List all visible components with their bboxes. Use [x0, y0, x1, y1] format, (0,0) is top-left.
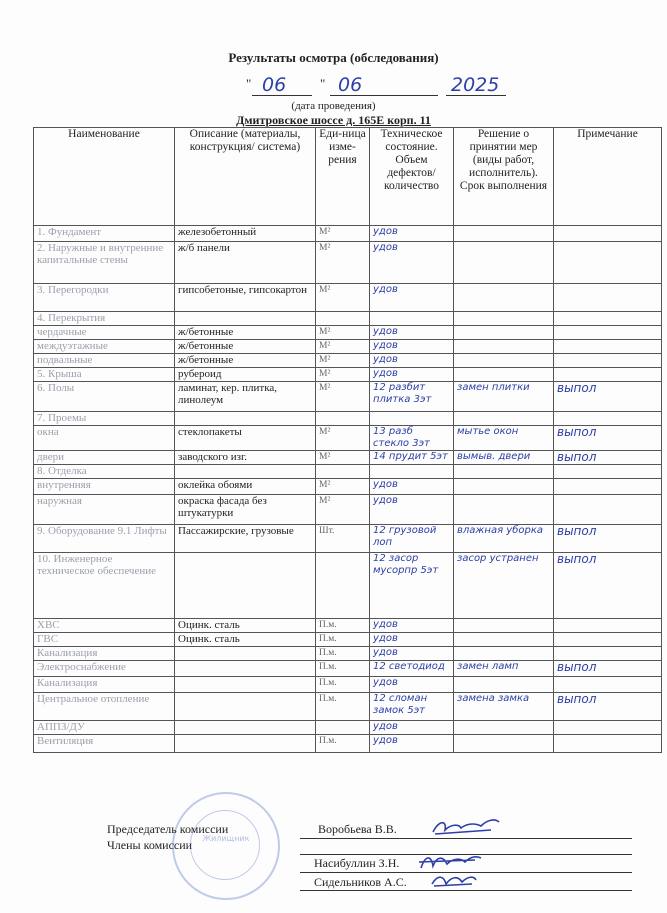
table-row — [34, 451, 662, 465]
row-decision: замен ламп — [454, 661, 554, 677]
row-note — [554, 226, 662, 242]
row-decision — [454, 368, 554, 382]
row-unit — [316, 721, 370, 735]
row-name: двери — [34, 451, 175, 465]
table-row — [34, 340, 662, 354]
row-description: ж/бетонные — [175, 326, 316, 340]
table-row — [34, 479, 662, 495]
row-description: Оцинк. сталь — [175, 633, 316, 647]
row-note — [554, 677, 662, 693]
row-description: рубероид — [175, 368, 316, 382]
table-row — [34, 647, 662, 661]
row-name: Канализация — [34, 677, 175, 693]
member2-name: Сидельников А.С. — [314, 875, 407, 889]
header-condition: Техническое состояние. Объем дефектов/ количество — [370, 128, 454, 226]
row-description: ж/бетонные — [175, 354, 316, 368]
row-condition: 12 светодиод — [370, 661, 454, 677]
row-decision: влажная уборка — [454, 525, 554, 553]
row-note — [554, 619, 662, 633]
row-name: 7. Проемы — [34, 412, 175, 426]
row-unit: П.м. — [316, 677, 370, 693]
row-note — [554, 465, 662, 479]
row-description — [175, 721, 316, 735]
row-note — [554, 647, 662, 661]
row-description: ж/б панели — [175, 242, 316, 284]
table-row — [34, 426, 662, 451]
row-note: выпол — [554, 553, 662, 619]
date-day: 06 — [262, 74, 287, 96]
row-description — [175, 647, 316, 661]
header-name: Наименование — [34, 128, 175, 226]
row-decision — [454, 465, 554, 479]
row-condition: 12 засор мусорпр 5эт — [370, 553, 454, 619]
row-description: заводского изг. — [175, 451, 316, 465]
row-description — [175, 693, 316, 721]
row-condition — [370, 412, 454, 426]
row-name: окна — [34, 426, 175, 451]
row-condition: удов — [370, 368, 454, 382]
row-name: Канализация — [34, 647, 175, 661]
row-name: подвальные — [34, 354, 175, 368]
day-underline — [252, 95, 312, 96]
row-decision — [454, 284, 554, 312]
row-unit: М² — [316, 242, 370, 284]
table-row — [34, 525, 662, 553]
table-row — [34, 553, 662, 619]
row-description: Оцинк. сталь — [175, 619, 316, 633]
row-name: ХВС — [34, 619, 175, 633]
table-row — [34, 368, 662, 382]
row-unit: М² — [316, 368, 370, 382]
row-name: 1. Фундамент — [34, 226, 175, 242]
row-condition: удов — [370, 495, 454, 525]
row-description: ламинат, кер. плитка, линолеум — [175, 382, 316, 412]
row-unit — [316, 553, 370, 619]
row-unit — [316, 312, 370, 326]
row-condition: удов — [370, 479, 454, 495]
row-decision — [454, 495, 554, 525]
row-note — [554, 312, 662, 326]
row-name: 2. Наружные и внутренние капитальные стены — [34, 242, 175, 284]
row-decision: замена замка — [454, 693, 554, 721]
table-row — [34, 661, 662, 677]
row-name: Центральное отопление — [34, 693, 175, 721]
row-condition: 13 разб стекло 3эт — [370, 426, 454, 451]
row-unit: П.м. — [316, 619, 370, 633]
row-note: выпол — [554, 693, 662, 721]
row-unit: Шт. — [316, 525, 370, 553]
row-condition: удов — [370, 242, 454, 284]
row-condition: 14 прудит 5эт — [370, 451, 454, 465]
row-condition — [370, 465, 454, 479]
row-unit: П.м. — [316, 693, 370, 721]
member1-name: Насибуллин З.Н. — [314, 856, 400, 870]
row-note — [554, 340, 662, 354]
row-condition: удов — [370, 735, 454, 753]
row-description: Пассажирские, грузовые — [175, 525, 316, 553]
row-condition: удов — [370, 226, 454, 242]
row-description — [175, 312, 316, 326]
row-decision — [454, 412, 554, 426]
row-note — [554, 633, 662, 647]
date-open-quote: " — [246, 76, 252, 91]
table-row — [34, 633, 662, 647]
header-description: Описание (материалы, конструкция/ система) — [175, 128, 316, 226]
row-decision — [454, 735, 554, 753]
row-description — [175, 412, 316, 426]
row-note — [554, 479, 662, 495]
row-name: 4. Перекрытия — [34, 312, 175, 326]
row-condition: удов — [370, 721, 454, 735]
row-decision — [454, 479, 554, 495]
row-name: чердачные — [34, 326, 175, 340]
row-unit: М² — [316, 284, 370, 312]
row-decision — [454, 354, 554, 368]
row-description — [175, 735, 316, 753]
row-condition: удов — [370, 340, 454, 354]
table-header-row — [34, 128, 662, 226]
row-name: Электроснабжение — [34, 661, 175, 677]
row-note — [554, 354, 662, 368]
header-decision: Решение о принятии мер (виды работ, исполнитель). Срок выполнения — [454, 128, 554, 226]
row-decision — [454, 677, 554, 693]
chair-label: Председатель комиссии — [107, 822, 229, 836]
row-decision — [454, 340, 554, 354]
inspection-table — [33, 127, 662, 753]
row-unit: П.м. — [316, 661, 370, 677]
row-note — [554, 412, 662, 426]
row-decision — [454, 226, 554, 242]
row-unit: М² — [316, 495, 370, 525]
table-row — [34, 326, 662, 340]
row-decision: мытье окон — [454, 426, 554, 451]
table-row — [34, 735, 662, 753]
row-condition: 12 сломан замок 5эт — [370, 693, 454, 721]
row-condition: удов — [370, 647, 454, 661]
row-name: внутренняя — [34, 479, 175, 495]
row-description — [175, 661, 316, 677]
row-decision: замен плитки — [454, 382, 554, 412]
table-row — [34, 677, 662, 693]
row-unit: П.м. — [316, 735, 370, 753]
document-title: Результаты осмотра (обследования) — [228, 50, 439, 65]
row-decision — [454, 326, 554, 340]
row-name: 6. Полы — [34, 382, 175, 412]
year-underline — [446, 95, 506, 96]
row-note — [554, 495, 662, 525]
table-row — [34, 495, 662, 525]
row-note — [554, 242, 662, 284]
row-unit: М² — [316, 479, 370, 495]
table-row — [34, 312, 662, 326]
table-row — [34, 284, 662, 312]
row-condition — [370, 312, 454, 326]
row-condition: удов — [370, 326, 454, 340]
table-row — [34, 465, 662, 479]
row-note: выпол — [554, 525, 662, 553]
row-condition: удов — [370, 354, 454, 368]
row-description: ж/бетонные — [175, 340, 316, 354]
row-name: междуэтажные — [34, 340, 175, 354]
row-note — [554, 284, 662, 312]
row-unit: М² — [316, 382, 370, 412]
row-description: оклейка обоями — [175, 479, 316, 495]
row-name: 8. Отделка — [34, 465, 175, 479]
row-unit: П.м. — [316, 647, 370, 661]
row-unit: М² — [316, 226, 370, 242]
date-month: 06 — [338, 74, 363, 96]
row-description — [175, 465, 316, 479]
row-note — [554, 735, 662, 753]
row-unit — [316, 465, 370, 479]
row-note: выпол — [554, 382, 662, 412]
row-condition: удов — [370, 284, 454, 312]
row-description: железобетонный — [175, 226, 316, 242]
row-decision — [454, 312, 554, 326]
date-close-quote: " — [320, 76, 326, 91]
date-year: 2025 — [451, 74, 500, 96]
row-condition: удов — [370, 677, 454, 693]
row-unit: П.м. — [316, 633, 370, 647]
chair-name: Воробьева В.В. — [318, 822, 397, 836]
row-name: Вентиляция — [34, 735, 175, 753]
table-row — [34, 242, 662, 284]
row-condition: 12 разбит плитка 3эт — [370, 382, 454, 412]
row-description: гипсобетоные, гипсокартон — [175, 284, 316, 312]
row-condition: удов — [370, 619, 454, 633]
row-note — [554, 368, 662, 382]
row-unit: М² — [316, 326, 370, 340]
address: Дмитровское шоссе д. 165Е корп. 11 — [236, 113, 431, 127]
stamp-text: Жилищник — [202, 834, 250, 843]
row-note: выпол — [554, 451, 662, 465]
row-decision: засор устранен — [454, 553, 554, 619]
row-unit: М² — [316, 426, 370, 451]
row-decision — [454, 647, 554, 661]
row-unit: М² — [316, 340, 370, 354]
header-unit: Еди-ница изме-рения — [316, 128, 370, 226]
table-row — [34, 412, 662, 426]
row-name: 10. Инженерное техническое обеспечение — [34, 553, 175, 619]
row-condition: 12 грузовой лоп — [370, 525, 454, 553]
row-name: АППЗ/ДУ — [34, 721, 175, 735]
row-unit — [316, 412, 370, 426]
table-row — [34, 382, 662, 412]
members-label: Члены комиссии — [107, 838, 193, 852]
row-name: 9. Оборудование 9.1 Лифты — [34, 525, 175, 553]
row-description — [175, 677, 316, 693]
row-unit: М² — [316, 354, 370, 368]
table-row — [34, 226, 662, 242]
row-decision: вымыв. двери — [454, 451, 554, 465]
row-description: окраска фасада без штукатурки — [175, 495, 316, 525]
row-decision — [454, 721, 554, 735]
row-note: выпол — [554, 661, 662, 677]
date-caption: (дата проведения) — [291, 100, 376, 112]
month-underline — [330, 95, 438, 96]
row-note — [554, 326, 662, 340]
member2-signature — [428, 868, 480, 892]
row-note: выпол — [554, 426, 662, 451]
row-name: наружная — [34, 495, 175, 525]
row-name: 3. Перегородки — [34, 284, 175, 312]
chair-signature — [425, 814, 505, 840]
row-name: 5. Крыша — [34, 368, 175, 382]
table-row — [34, 693, 662, 721]
table-row — [34, 721, 662, 735]
row-description — [175, 553, 316, 619]
row-condition: удов — [370, 633, 454, 647]
row-name: ГВС — [34, 633, 175, 647]
row-description: стеклопакеты — [175, 426, 316, 451]
table-row — [34, 354, 662, 368]
row-unit: М² — [316, 451, 370, 465]
header-note: Примечание — [554, 128, 662, 226]
row-decision — [454, 619, 554, 633]
row-decision — [454, 242, 554, 284]
row-decision — [454, 633, 554, 647]
table-row — [34, 619, 662, 633]
row-note — [554, 721, 662, 735]
